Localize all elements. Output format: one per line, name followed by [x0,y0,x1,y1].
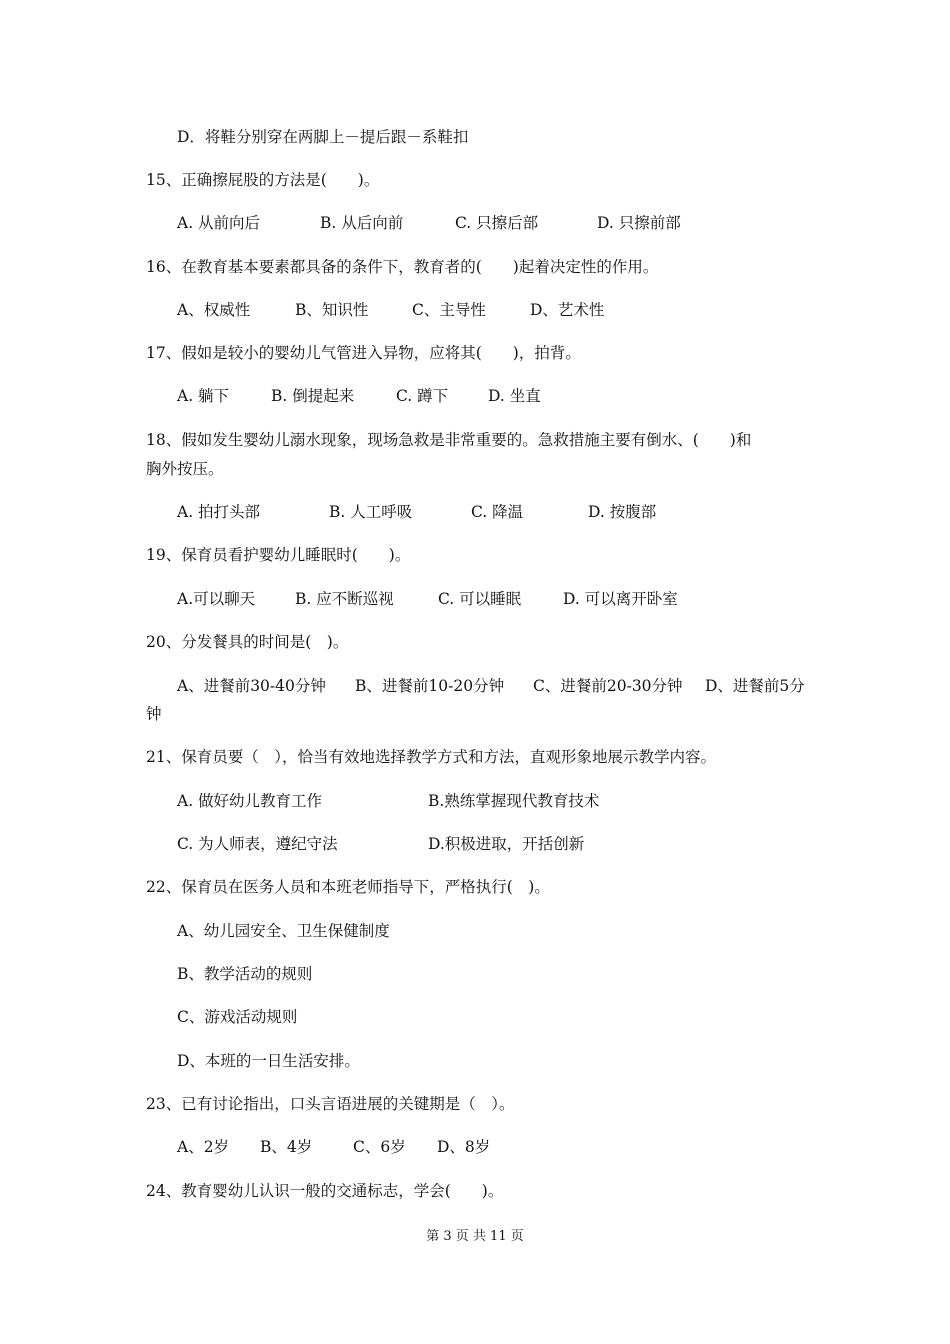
option-c: C、6岁 [353,1138,406,1156]
option-d: D、本班的一日生活安排。 [177,1052,360,1070]
option-b: B. 人工呼吸 [329,503,413,521]
option-b: B. 倒提起来 [271,387,355,405]
option-a: A. 躺下 [177,387,230,405]
question-18-stem-continued: 胸外按压。 [146,460,224,478]
option-d: D. 可以离开卧室 [563,590,678,608]
question-15-stem: 15、正确擦屁股的方法是( )。 [146,171,380,189]
option-b: B.熟练掌握现代教育技术 [428,792,600,810]
option-a: A. 从前向后 [177,214,261,232]
option-d: D. 只擦前部 [597,214,681,232]
option-c: C. 只擦后部 [455,214,539,232]
option-d: D、艺术性 [530,301,605,319]
question-18-stem: 18、假如发生婴幼儿溺水现象，现场急救是非常重要的。急救措施主要有倒水、( )和 [146,431,752,449]
option-d: D、进餐前5分 [705,677,805,695]
question-23-stem: 23、已有讨论指出，口头言语进展的关键期是（ ）。 [146,1095,515,1113]
option-c: C. 为人师表，遵纪守法 [177,835,338,853]
option-b: B、进餐前10-20分钟 [355,677,505,695]
option-d: D、8岁 [437,1138,491,1156]
question-19-stem: 19、保育员看护婴幼儿睡眠时( )。 [146,546,411,564]
option-a: A、幼儿园安全、卫生保健制度 [177,922,390,940]
question-24-stem: 24、教育婴幼儿认识一般的交通标志，学会( )。 [146,1182,504,1200]
option-c: C. 降温 [471,503,524,521]
question-22-stem: 22、保育员在医务人员和本班老师指导下，严格执行( )。 [146,878,550,896]
q14-option-d: D．将鞋分别穿在两脚上－提后跟－系鞋扣 [177,128,469,146]
option-d: D. 坐直 [488,387,541,405]
option-c: C、游戏活动规则 [177,1008,298,1026]
question-20-wrap: 钟 [146,705,162,723]
option-a: A、进餐前30-40分钟 [177,677,326,695]
option-b: B. 应不断巡视 [295,590,394,608]
option-b: B、教学活动的规则 [177,965,313,983]
option-d: D.积极进取，开括创新 [428,835,585,853]
question-20-stem: 20、分发餐具的时间是( )。 [146,633,349,651]
option-a: A. 拍打头部 [177,503,261,521]
option-b: B. 从后向前 [320,214,404,232]
option-c: C. 可以睡眠 [438,590,522,608]
option-c: C. 蹲下 [396,387,449,405]
option-b: B、知识性 [295,301,369,319]
question-21-stem: 21、保育员要（ ），恰当有效地选择教学方式和方法，直观形象地展示教学内容。 [146,748,716,766]
option-a: A. 做好幼儿教育工作 [177,792,323,810]
option-c: C、进餐前20-30分钟 [533,677,683,695]
option-c: C、主导性 [412,301,486,319]
option-a: A.可以聊天 [177,590,256,608]
option-b: B、4岁 [260,1138,313,1156]
option-a: A、2岁 [177,1138,230,1156]
question-16-stem: 16、在教育基本要素都具备的条件下，教育者的( )起着决定性的作用。 [146,258,659,276]
page-footer: 第 3 页 共 11 页 [426,1229,524,1244]
question-17-stem: 17、假如是较小的婴幼儿气管进入异物，应将其( )，拍背。 [146,344,581,362]
option-a: A、权威性 [177,301,251,319]
option-d: D. 按腹部 [588,503,657,521]
